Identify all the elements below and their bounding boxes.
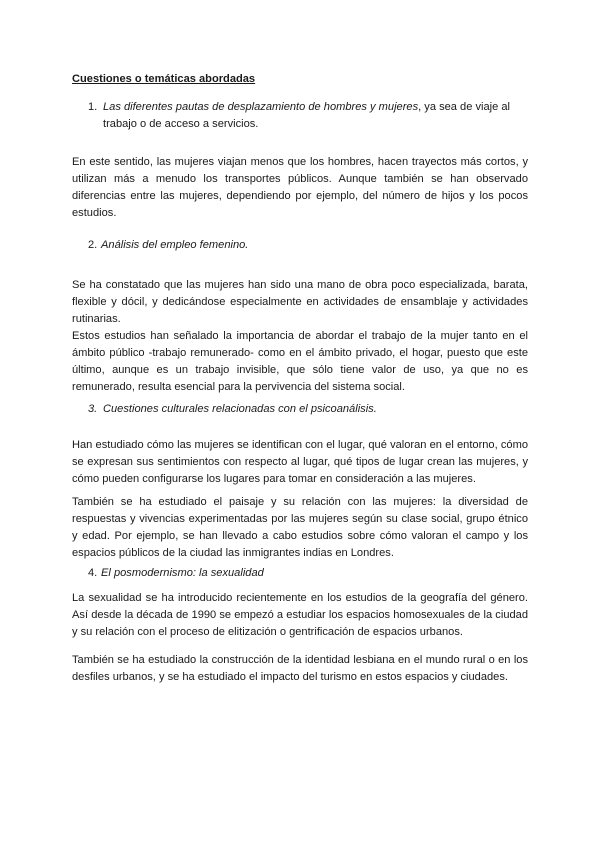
section-3-paragraph-2: También se ha estudiado el paisaje y su relación con las mujeres: la diversidad de respuestas y vivencias experimentadas por las mujeres según su clase social, grupo étnico y edad. Por ejemplo, se han llevado a cabo estudios sobre cómo valoran el campo y los espacios públicos de la ciudad las inmigrantes indias en Londres. [72, 496, 528, 559]
section-1-title: Las diferentes pautas de desplazamiento de hombres y mujeres [103, 101, 419, 113]
section-2-title: Análisis del empleo femenino. [101, 239, 249, 251]
section-3-paragraph-1: Han estudiado cómo las mujeres se identifican con el lugar, qué valoran en el entorno, cómo se expresan sus sentimientos con respecto al lugar, qué tipos de lugar crean las mujeres, y cómo pueden configurarse los lugares para tomar en consideración a las mujeres. [72, 439, 528, 485]
section-2-number: 2. [88, 239, 98, 251]
section-4-number: 4. [88, 567, 98, 579]
section-4-paragraph-2: También se ha estudiado la construcción de la identidad lesbiana en el mundo rural o en los desfiles urbanos, y se ha estudiado el impacto del turismo en estos espacios y ciudades. [72, 654, 528, 683]
section-1-paragraph-1: En este sentido, las mujeres viajan menos que los hombres, hacen trayectos más cortos, y utilizan más a menudo los transportes públicos. Aunque también se han observado diferencias entre las mujeres, dependiendo por ejemplo, del número de hijos y los pocos estudios. [72, 156, 528, 219]
section-1-heading [103, 99, 529, 133]
page-title: Cuestiones o temáticas abordadas [72, 73, 256, 85]
section-3-title: Cuestiones culturales relacionadas con el psicoanálisis. [103, 403, 377, 415]
section-3-number: 3. [88, 403, 98, 415]
section-2-paragraph-2: Estos estudios han señalado la importancia de abordar el trabajo de la mujer tanto en el ámbito público -trabajo remunerado- como en el ámbito privado, el hogar, puesto que este último, aunque es un trabajo invisible, que sólo tiene valor de uso, ya que no es remunerado, resulta esencial para la pervivencia del sistema social. [72, 330, 528, 393]
section-2-paragraph-1: Se ha constatado que las mujeres han sido una mano de obra poco especializada, barata, flexible y dócil, y dedicándose especialmente en actividades de ensamblaje y actividades rutinarias. [72, 279, 528, 325]
section-1-number: 1. [88, 101, 98, 113]
section-1-title-suffix: , ya sea de viaje al trabajo o de acceso a servicios. [103, 101, 511, 130]
section-4-title: El posmodernismo: la sexualidad [101, 567, 264, 579]
section-4-paragraph-1: La sexualidad se ha introducido recientemente en los estudios de la geografía del género. Así desde la década de 1990 se empezó a estudiar los espacios homosexuales de la ciudad y su relación con el proceso de elitización o gentrificación de espacios urbanos. [72, 592, 528, 638]
